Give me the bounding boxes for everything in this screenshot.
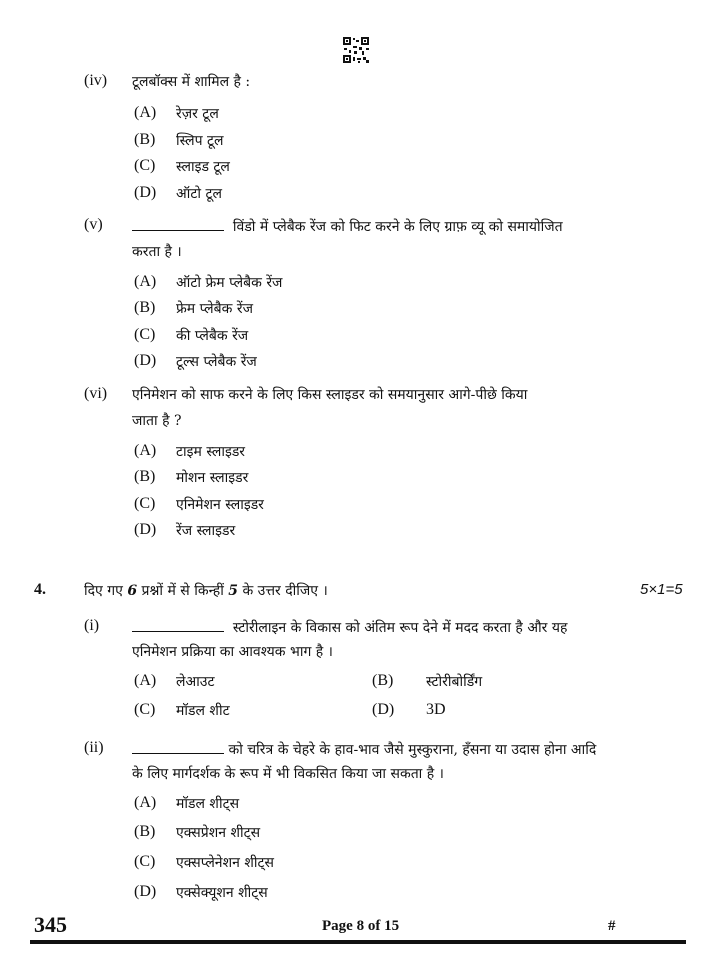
option-text: एनिमेशन स्लाइडर	[176, 497, 264, 513]
option-label: (D)	[372, 701, 395, 718]
option-label: (C)	[134, 853, 156, 870]
option-text: मॉडल शीट	[176, 703, 230, 719]
option-label: (B)	[134, 299, 156, 316]
question-number: (v)	[84, 216, 103, 233]
footer-rule	[30, 940, 686, 944]
question-text: के लिए मार्गदर्शक के रूप में भी विकसित किया जा सकता है ।	[132, 766, 444, 782]
option-text: ऑटो टूल	[176, 186, 223, 202]
qr-code-icon	[342, 36, 370, 64]
footer-mark: #	[608, 918, 616, 934]
answer-blank	[132, 617, 224, 632]
option-text: मोशन स्लाइडर	[176, 470, 249, 486]
option-text: स्लाइड टूल	[176, 159, 230, 175]
question-number: (vi)	[84, 385, 108, 402]
option-label: (D)	[134, 352, 157, 369]
question-instruction: दिए गए 6 प्रश्नों में से किन्हीं 5 के उत्तर दीजिए ।	[84, 583, 328, 599]
option-label: (B)	[372, 672, 394, 689]
option-label: (A)	[134, 104, 157, 121]
question-text: स्टोरीलाइन के विकास को अंतिम रूप देने में मदद करता है और यह	[132, 617, 567, 637]
question-text: जाता है ?	[132, 413, 182, 429]
question-text: विंडो में प्लेबैक रेंज को फिट करने के लिए ग्राफ़ व्यू को समायोजित	[132, 216, 563, 236]
option-text: स्टोरीबोर्डिंग	[426, 674, 483, 690]
option-text: मॉडल शीट्स	[176, 796, 240, 812]
option-text: ऑटो फ्रेम प्लेबैक रेंज	[176, 275, 283, 291]
option-text: फ्रेम प्लेबैक रेंज	[176, 301, 253, 317]
option-text: टूल्स प्लेबैक रेंज	[176, 354, 257, 370]
option-text: रेज़र टूल	[176, 106, 219, 122]
option-text: 3D	[426, 701, 446, 718]
question-number: 4.	[34, 581, 46, 598]
option-text: एक्सप्रेशन शीट्स	[176, 825, 261, 841]
marks-allocation: 5×1=5	[640, 581, 683, 598]
option-label: (A)	[134, 672, 157, 689]
option-label: (C)	[134, 495, 156, 512]
option-label: (A)	[134, 794, 157, 811]
option-label: (A)	[134, 442, 157, 459]
question-number: (ii)	[84, 739, 104, 756]
option-label: (B)	[134, 823, 156, 840]
option-label: (D)	[134, 883, 157, 900]
option-text: लेआउट	[176, 674, 215, 690]
option-text: टाइम स्लाइडर	[176, 444, 246, 460]
option-label: (C)	[134, 326, 156, 343]
page-number: Page 8 of 15	[322, 918, 400, 934]
question-number: (i)	[84, 617, 100, 634]
question-text: एनिमेशन को साफ करने के लिए किस स्लाइडर को समयानुसार आगे-पीछे किया	[132, 387, 528, 403]
option-label: (B)	[134, 131, 156, 148]
option-text: रेंज स्लाइडर	[176, 523, 236, 539]
paper-code: 345	[34, 912, 67, 937]
option-text: एक्सेक्यूशन शीट्स	[176, 885, 268, 901]
option-label: (D)	[134, 521, 157, 538]
option-label: (C)	[134, 157, 156, 174]
option-text: की प्लेबैक रेंज	[176, 328, 249, 344]
answer-blank	[132, 216, 224, 231]
question-text: करता है ।	[132, 244, 182, 260]
option-text: एक्सप्लेनेशन शीट्स	[176, 855, 274, 871]
answer-blank	[132, 739, 224, 754]
question-text: को चरित्र के चेहरे के हाव-भाव जैसे मुस्कुराना, हँसना या उदास होना आदि	[132, 739, 596, 759]
question-text: एनिमेशन प्रक्रिया का आवश्यक भाग है ।	[132, 644, 333, 660]
option-label: (C)	[134, 701, 156, 718]
question-text: टूलबॉक्स में शामिल है :	[132, 74, 251, 90]
option-label: (B)	[134, 468, 156, 485]
question-number: (iv)	[84, 72, 108, 89]
option-label: (A)	[134, 273, 157, 290]
option-label: (D)	[134, 184, 157, 201]
option-text: स्लिप टूल	[176, 133, 224, 149]
